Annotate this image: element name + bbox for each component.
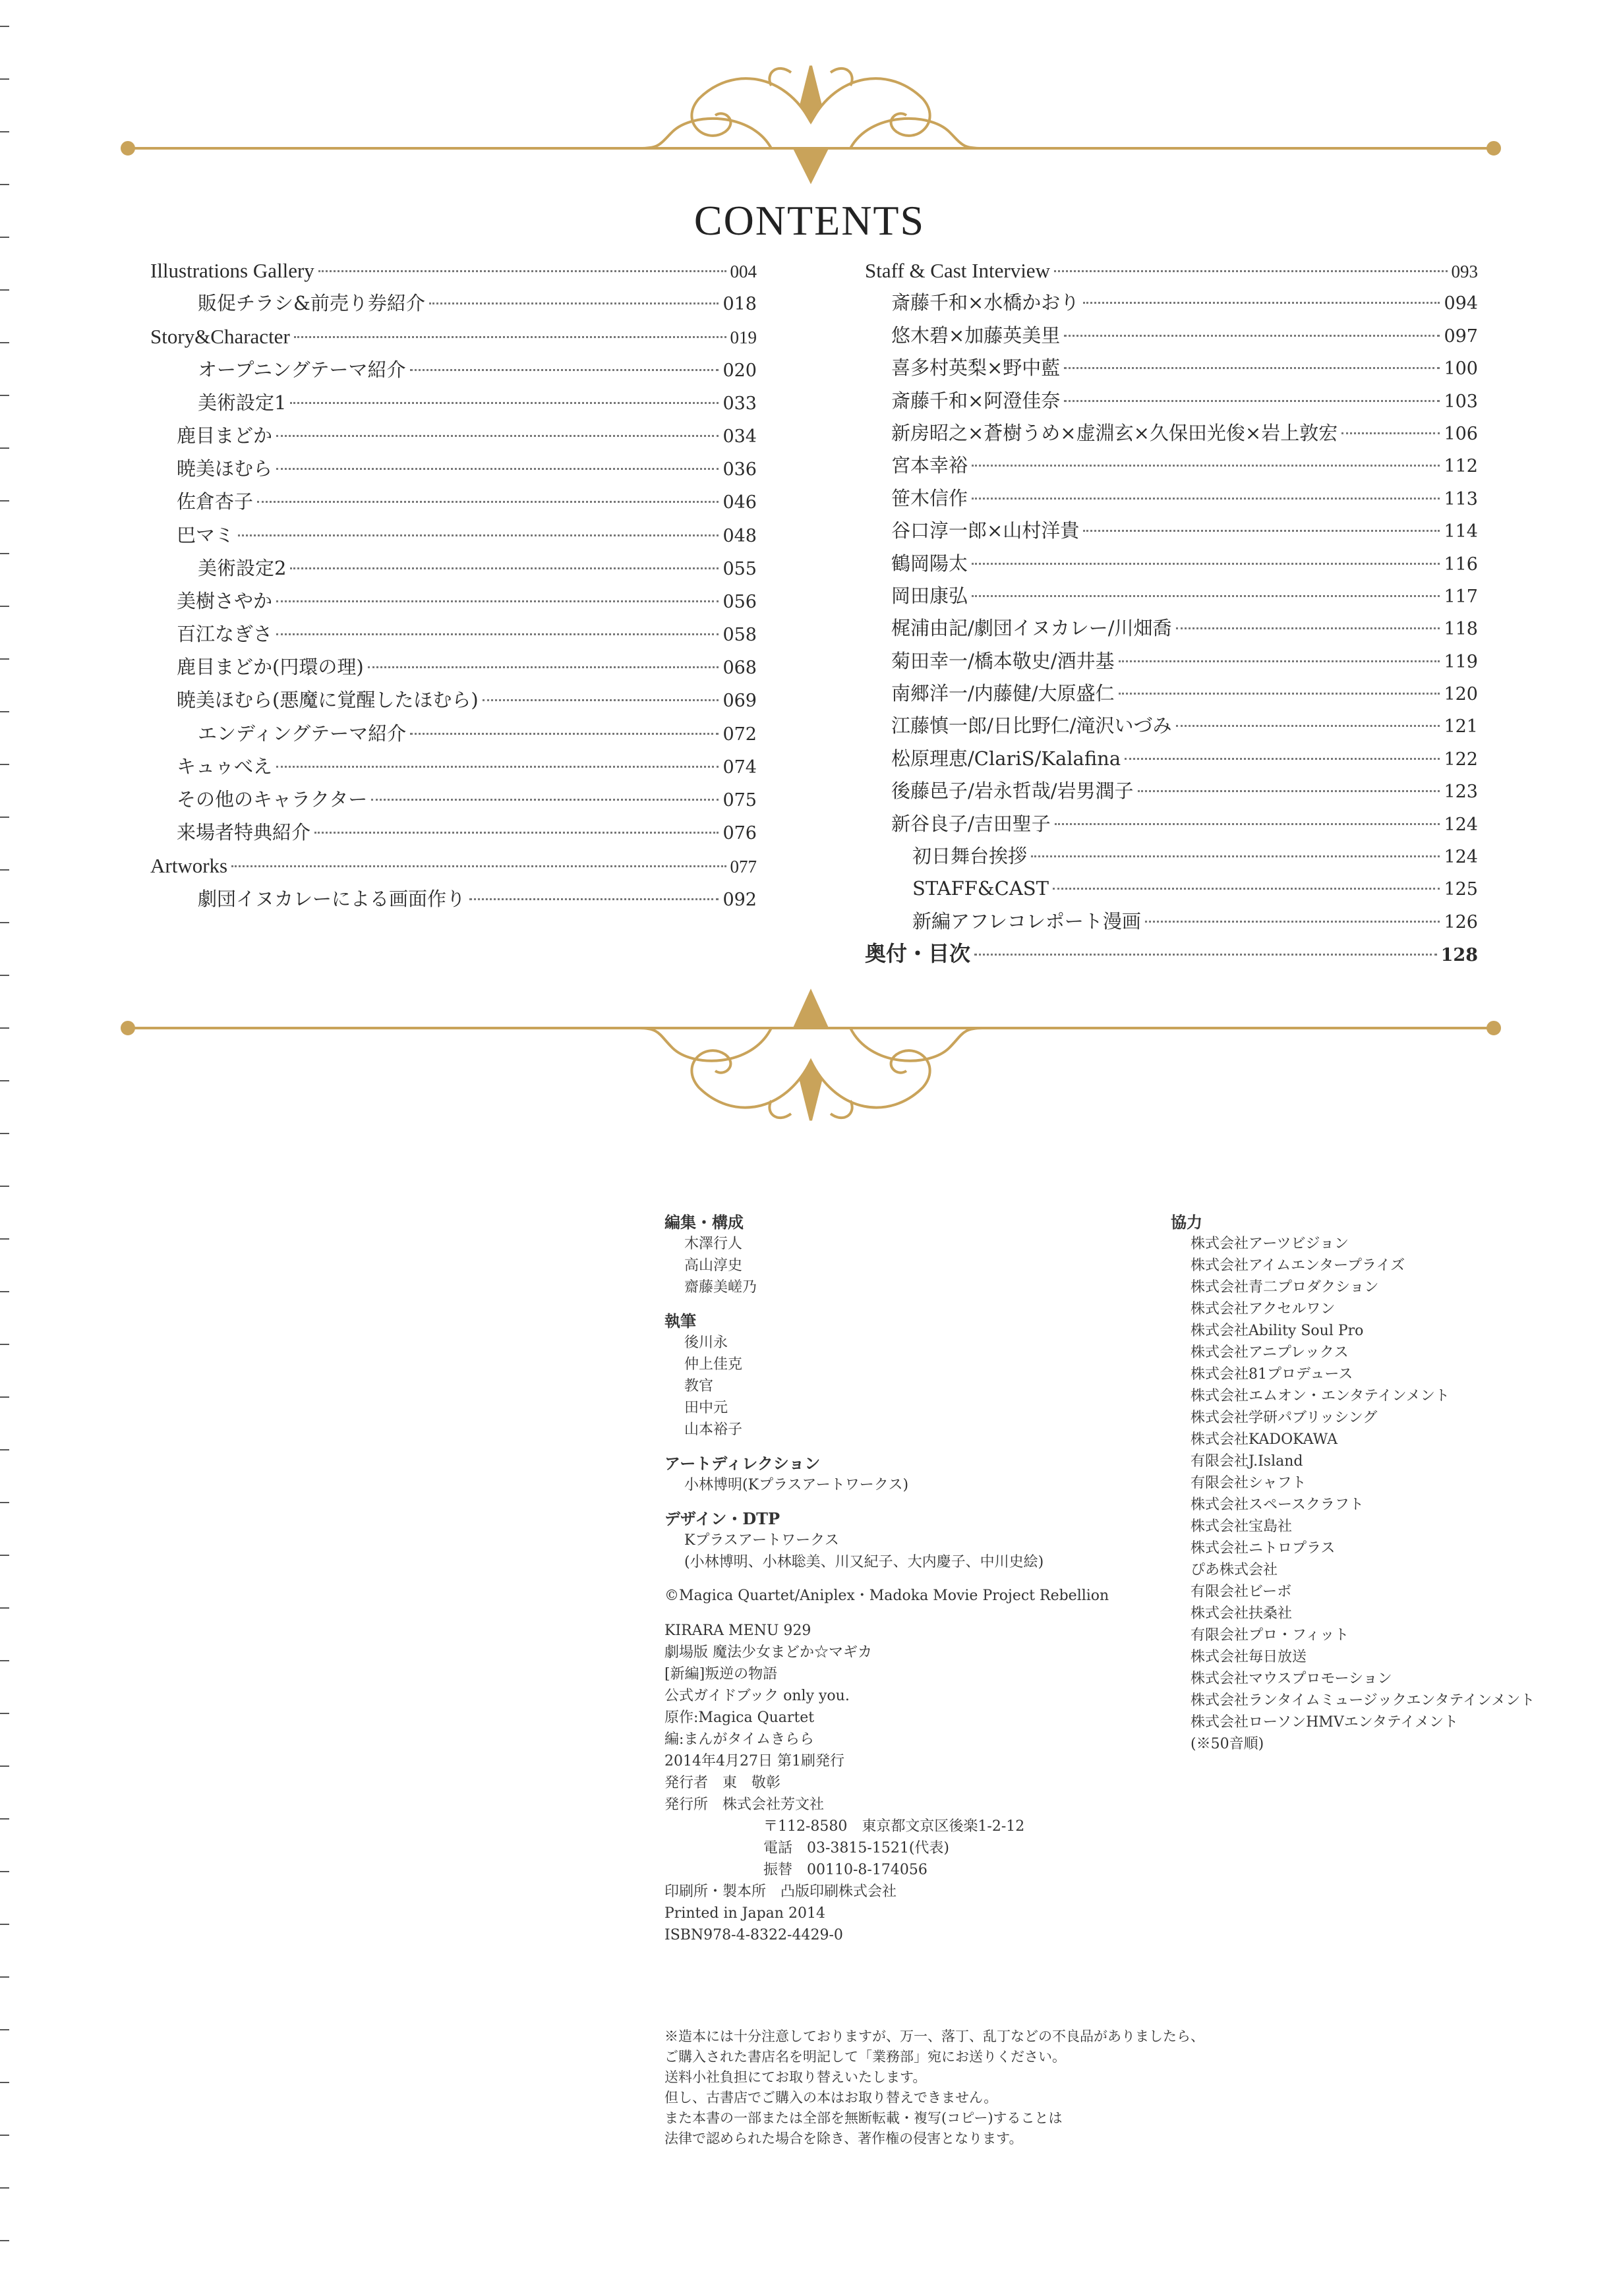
credit-name: 仲上佳克	[684, 1356, 743, 1373]
toc-page-number: 068	[722, 658, 757, 679]
toc-page-number: 018	[722, 294, 757, 315]
credit-name: 教官	[684, 1378, 714, 1394]
toc-page-number: 116	[1444, 554, 1478, 575]
toc-page-number: 123	[1444, 782, 1478, 803]
toc-entry	[865, 877, 1478, 909]
toc-entry	[150, 788, 757, 821]
toc-entry-title: キュゥべえ	[177, 755, 273, 778]
toc-entry-title: 百江なぎさ	[177, 623, 273, 646]
note-line: ご購入された書店名を明記して「業務部」宛にお送りください。	[664, 2049, 1066, 2065]
toc-entry	[865, 617, 1478, 649]
toc-page-number: 112	[1444, 456, 1478, 477]
toc-leader	[318, 270, 726, 272]
toc-entry	[150, 821, 757, 854]
bottom-ornament	[112, 989, 1510, 1134]
toc-entry	[865, 389, 1478, 422]
toc-entry	[865, 585, 1478, 617]
toc-page-number: 118	[1444, 619, 1478, 640]
toc-page-number: 019	[730, 328, 757, 348]
company-name: ぴあ株式会社	[1191, 1562, 1278, 1578]
toc-leader	[972, 498, 1440, 500]
company-name: 株式会社宝島社	[1191, 1518, 1293, 1535]
toc-entry	[865, 780, 1478, 812]
company-name: 有限会社シャフト	[1191, 1475, 1307, 1491]
credit-block-editing	[664, 1211, 1139, 1298]
company-name: 有限会社J.Island	[1191, 1453, 1303, 1470]
toc-entry-title: 新編アフレコレポート漫画	[912, 909, 1141, 933]
toc-entry	[865, 357, 1478, 389]
toc-entry	[150, 755, 757, 788]
toc-page-number: 094	[1444, 293, 1478, 314]
toc-entry	[865, 845, 1478, 877]
toc-entry-title: 暁美ほむら(悪魔に覚醒したほむら)	[177, 689, 479, 712]
toc-page-number: 092	[722, 889, 757, 910]
toc-page-number: 097	[1444, 326, 1478, 347]
toc-entry-title: 宮本幸裕	[891, 454, 968, 477]
toc-leader	[294, 336, 726, 338]
toc-entry-title: 喜多村英梨×野中藍	[891, 357, 1061, 380]
toc-page-number: 124	[1444, 814, 1478, 835]
toc-page-number: 075	[722, 790, 757, 811]
credit-heading: 編集・構成	[664, 1213, 744, 1232]
toc-page-number: 034	[722, 426, 757, 447]
colophon-line: KIRARA MENU 929	[664, 1622, 811, 1639]
toc-leader	[290, 402, 719, 404]
toc-entry	[865, 291, 1478, 324]
toc-entry	[150, 292, 757, 325]
toc-leader	[469, 898, 719, 900]
order-note: (※50音順)	[1191, 1736, 1264, 1752]
toc-leader	[1341, 432, 1440, 434]
toc-entry-title: 斎藤千和×水橋かおり	[891, 291, 1080, 314]
toc-page-number: 076	[722, 823, 757, 844]
toc-page-number: 114	[1444, 521, 1478, 542]
credit-name: 木澤行人	[684, 1236, 743, 1252]
toc-entry-title: 梶浦由記/劇団イヌカレー/川畑喬	[891, 617, 1172, 640]
toc-leader	[371, 799, 719, 801]
colophon-line: 劇場版 魔法少女まどか☆マギカ	[664, 1644, 872, 1661]
company-name: 株式会社エムオン・エンタテインメント	[1191, 1388, 1450, 1404]
toc-leader	[276, 468, 719, 470]
toc-leader	[972, 595, 1440, 597]
toc-entry	[865, 747, 1478, 780]
credit-block-design	[664, 1508, 1139, 1573]
toc-entry-title: Artworks	[150, 854, 228, 878]
toc-leader	[1176, 725, 1440, 727]
toc-entry-title: 笹木信作	[891, 486, 968, 509]
credit-name: 山本裕子	[684, 1421, 743, 1438]
toc-leader	[276, 435, 719, 437]
company-name: 株式会社ニトロプラス	[1191, 1540, 1336, 1557]
credit-heading: 協力	[1171, 1213, 1202, 1232]
toc-leader	[972, 465, 1440, 467]
toc-entry	[150, 359, 757, 391]
toc-entry-title: Story&Character	[150, 325, 290, 349]
toc-entry-title: 悠木碧×加藤英美里	[891, 324, 1061, 347]
toc-entry-title: 菊田幸一/橋本敬史/酒井基	[891, 649, 1115, 672]
toc-leader	[410, 369, 719, 371]
toc-leader	[483, 699, 719, 701]
company-name: 株式会社アニプレックス	[1191, 1344, 1349, 1361]
toc-page-number: 072	[722, 724, 757, 745]
toc-leader	[410, 733, 719, 735]
toc-entry	[150, 722, 757, 755]
colophon-line: [新編]叛逆の物語	[664, 1666, 778, 1682]
toc-entry	[865, 910, 1478, 942]
credit-name: Kプラスアートワークス	[684, 1532, 839, 1549]
company-name: 株式会社KADOKAWA	[1191, 1431, 1338, 1448]
toc-page-number: 074	[722, 757, 757, 778]
toc-entry-title: 奥付・目次	[865, 941, 971, 967]
toc-entry-title: エンディングテーマ紹介	[198, 722, 407, 745]
toc-entry-title: 新房昭之×蒼樹うめ×虚淵玄×久保田光俊×岩上敦宏	[891, 421, 1338, 444]
toc-entry-title: Staff & Cast Interview	[865, 259, 1050, 282]
toc-leader	[314, 832, 719, 834]
toc-page-number: 020	[722, 360, 757, 381]
toc-page-number: 058	[722, 625, 757, 646]
toc-leader	[1176, 627, 1440, 629]
toc-page-number: 077	[730, 857, 757, 877]
toc-page-number: 125	[1444, 879, 1478, 900]
company-name: 株式会社青二プロダクション	[1191, 1279, 1379, 1296]
toc-leader	[1119, 660, 1440, 662]
toc-page-number: 122	[1444, 749, 1478, 770]
publisher-address: 〒112-8580 東京都文京区後楽1-2-12	[763, 1818, 1025, 1835]
isbn: ISBN978-4-8322-4429-0	[664, 1927, 843, 1943]
toc-entry-title: 暁美ほむら	[177, 457, 273, 480]
toc-entry	[865, 454, 1478, 486]
colophon-line: Printed in Japan 2014	[664, 1905, 825, 1922]
toc-page-number: 033	[722, 393, 757, 414]
toc-entry	[150, 888, 757, 921]
company-name: 有限会社ビーボ	[1191, 1584, 1292, 1600]
toc-leader	[368, 666, 719, 668]
toc-leader	[238, 534, 719, 536]
toc-entry-title: 南郷洋一/内藤健/大原盛仁	[891, 682, 1115, 705]
credit-block-art-direction	[664, 1452, 1139, 1496]
credit-name: 齋藤美嵯乃	[684, 1279, 757, 1296]
toc-entry	[865, 650, 1478, 682]
toc-entry	[865, 714, 1478, 747]
credit-heading: 執筆	[664, 1311, 696, 1331]
toc-entry-title: その他のキャラクター	[177, 788, 368, 811]
company-name: 株式会社マウスプロモーション	[1191, 1671, 1392, 1687]
company-name: 株式会社アイムエンタープライズ	[1191, 1257, 1405, 1274]
toc-entry-title: 美術設定2	[198, 556, 287, 579]
toc-page-number: 093	[1451, 262, 1478, 281]
toc-leader	[974, 954, 1437, 956]
toc-leader	[1083, 530, 1440, 532]
credit-name: 小林博明(Kプラスアートワークス)	[684, 1477, 909, 1493]
credit-heading: アートディレクション	[664, 1454, 821, 1473]
binding-holes	[0, 0, 20, 2296]
toc-entry	[150, 689, 757, 722]
toc-leader	[1053, 888, 1440, 890]
toc-entry-title: 谷口淳一郎×山村洋貴	[891, 519, 1080, 542]
toc-leader	[429, 302, 719, 304]
note-line: ※造本には十分注意しておりますが、万一、落丁、乱丁などの不良品がありましたら、	[664, 2028, 1204, 2044]
toc-entry-title: Illustrations Gallery	[150, 259, 314, 282]
credit-name: 田中元	[684, 1400, 728, 1416]
company-name: 株式会社アーツビジョン	[1191, 1236, 1349, 1252]
toc-page-number: 128	[1440, 945, 1478, 966]
toc-leader	[1138, 790, 1440, 792]
note-line: また本書の一部または全部を無断転載・複写(コピー)することは	[664, 2110, 1063, 2126]
toc-entry-title: 劇団イヌカレーによる画面作り	[198, 887, 466, 910]
toc-leader	[1064, 400, 1440, 402]
toc-entry-title: STAFF&CAST	[912, 877, 1049, 900]
toc-entry-title: 初日舞台挨拶	[912, 845, 1028, 868]
colophon-line: 編:まんがタイムきらら	[664, 1731, 814, 1748]
toc-entry-title: 江藤慎一郎/日比野仁/滝沢いづみ	[891, 714, 1172, 737]
toc-entry	[865, 259, 1478, 291]
toc-leader	[276, 600, 719, 602]
toc-entry	[865, 519, 1478, 552]
toc-page-number: 004	[730, 262, 757, 281]
toc-entry-title: 松原理恵/ClariS/Kalafina	[891, 747, 1121, 770]
note-line: 法律で認められた場合を除き、著作権の侵害となります。	[664, 2131, 1023, 2146]
toc-leader	[1125, 758, 1440, 760]
colophon-line: 原作:Magica Quartet	[664, 1709, 815, 1726]
toc-entry-title: 来場者特典紹介	[177, 821, 311, 844]
toc-entry	[150, 623, 757, 656]
toc-entry	[150, 457, 757, 490]
toc-entry-title: 斎藤千和×阿澄佳奈	[891, 389, 1061, 412]
colophon-credits	[664, 1211, 1139, 1946]
toc-entry	[865, 552, 1478, 585]
toc-leader	[972, 563, 1440, 565]
toc-entry	[150, 590, 757, 623]
cooperation-credits	[1171, 1211, 1540, 1755]
toc-entry-title: 鹿目まどか	[177, 424, 273, 447]
note-line: 但し、古書店でご購入の本はお取り替えできません。	[664, 2090, 998, 2106]
toc-page-number: 121	[1444, 716, 1478, 737]
toc-entry	[865, 682, 1478, 714]
toc-page-number: 056	[722, 591, 757, 612]
toc-entry-title: 販促チラシ&前売り券紹介	[198, 292, 425, 315]
toc-leader	[1064, 367, 1440, 369]
toc-page-number: 100	[1444, 359, 1478, 380]
toc-entry	[150, 424, 757, 457]
toc-entry-title: 後藤邑子/岩永哲哉/岩男潤子	[891, 780, 1134, 803]
credit-name: 高山淳史	[684, 1257, 743, 1274]
publisher-phone: 電話 03-3815-1521(代表)	[763, 1840, 950, 1856]
toc-leader	[257, 501, 719, 503]
toc-leader	[1054, 270, 1448, 272]
toc-right-column	[865, 259, 1478, 975]
toc-leader	[1055, 823, 1440, 825]
toc-entry	[150, 656, 757, 689]
credit-block-writing	[664, 1310, 1139, 1441]
disclaimer-notes	[664, 2026, 1390, 2149]
company-name: 株式会社ランタイムミュージックエンタテインメント	[1191, 1692, 1535, 1709]
toc-entry-title: オープニングテーマ紹介	[198, 358, 406, 381]
publisher-transfer: 振替 00110-8-174056	[763, 1862, 927, 1878]
company-name: 有限会社プロ・フィット	[1191, 1627, 1349, 1644]
credit-heading: デザイン・DTP	[664, 1509, 780, 1528]
toc-entry-title: 鹿目まどか(円環の理)	[177, 656, 364, 679]
toc-page-number: 055	[722, 558, 757, 579]
company-name: 株式会社スペースクラフト	[1191, 1497, 1364, 1513]
company-name: 株式会社81プロデュース	[1191, 1366, 1353, 1383]
toc-entry	[865, 422, 1478, 454]
page-title: CONTENTS	[693, 197, 926, 244]
toc-left-column	[150, 259, 757, 921]
toc-entry	[150, 259, 757, 292]
toc-entry	[865, 942, 1478, 975]
toc-entry	[150, 557, 757, 590]
toc-entry	[150, 325, 757, 358]
toc-page-number: 036	[722, 459, 757, 480]
credit-name: 後川永	[684, 1335, 728, 1351]
toc-page-number: 113	[1444, 488, 1478, 509]
toc-page-number: 120	[1444, 684, 1478, 705]
toc-entry-title: 美術設定1	[198, 391, 287, 414]
colophon-line: 2014年4月27日 第1刷発行	[664, 1753, 844, 1769]
toc-entry	[150, 854, 757, 887]
copyright-line: ©Magica Quartet/Aniplex・Madoka Movie Project Rebellion	[664, 1588, 1109, 1604]
toc-entry	[865, 487, 1478, 519]
toc-entry-title: 美樹さやか	[177, 589, 273, 612]
toc-page-number: 117	[1444, 586, 1478, 607]
toc-leader	[1031, 855, 1440, 857]
toc-leader	[290, 567, 719, 569]
company-name: 株式会社Ability Soul Pro	[1191, 1323, 1364, 1339]
company-name: 株式会社学研パブリッシング	[1191, 1410, 1378, 1426]
toc-entry-title: 岡田康弘	[891, 584, 968, 607]
toc-entry-title: 新谷良子/吉田聖子	[891, 812, 1051, 835]
toc-entry	[150, 524, 757, 557]
company-name: 株式会社ローソンHMVエンタテイメント	[1191, 1714, 1459, 1731]
toc-page-number: 046	[722, 492, 757, 513]
toc-entry	[865, 813, 1478, 845]
credit-name: (小林博明、小林聡美、川又紀子、大内慶子、中川史絵)	[684, 1554, 1044, 1570]
toc-entry-title: 鶴岡陽太	[891, 552, 968, 575]
colophon-line: 発行者 東 敬彰	[664, 1775, 781, 1791]
top-ornament	[112, 59, 1510, 204]
toc-entry-title: 巴マミ	[177, 523, 235, 546]
toc-entry	[150, 391, 757, 424]
toc-leader	[231, 865, 726, 867]
toc-page-number: 106	[1444, 423, 1478, 444]
toc-leader	[1145, 921, 1440, 923]
company-name: 株式会社扶桑社	[1191, 1605, 1293, 1622]
toc-page-number: 124	[1444, 847, 1478, 868]
toc-entry-title: 佐倉杏子	[177, 490, 254, 513]
toc-leader	[1083, 302, 1440, 304]
toc-entry	[865, 324, 1478, 357]
toc-page-number: 048	[722, 525, 757, 546]
note-line: 送料小社負担にてお取り替えいたします。	[664, 2069, 927, 2085]
toc-leader	[276, 633, 719, 635]
toc-leader	[1064, 335, 1440, 337]
toc-page-number: 069	[722, 691, 757, 712]
toc-leader	[1119, 693, 1440, 695]
toc-page-number: 103	[1444, 391, 1478, 412]
colophon-line: 発行所 株式会社芳文社	[664, 1796, 825, 1813]
company-name: 株式会社アクセルワン	[1191, 1301, 1336, 1317]
colophon-line: 印刷所・製本所 凸版印刷株式会社	[664, 1883, 897, 1900]
toc-entry	[150, 490, 757, 523]
company-name: 株式会社毎日放送	[1191, 1649, 1307, 1665]
colophon-line: 公式ガイドブック only you.	[664, 1688, 850, 1704]
toc-page-number: 119	[1444, 651, 1478, 672]
toc-page-number: 126	[1444, 911, 1478, 933]
toc-leader	[276, 766, 719, 768]
